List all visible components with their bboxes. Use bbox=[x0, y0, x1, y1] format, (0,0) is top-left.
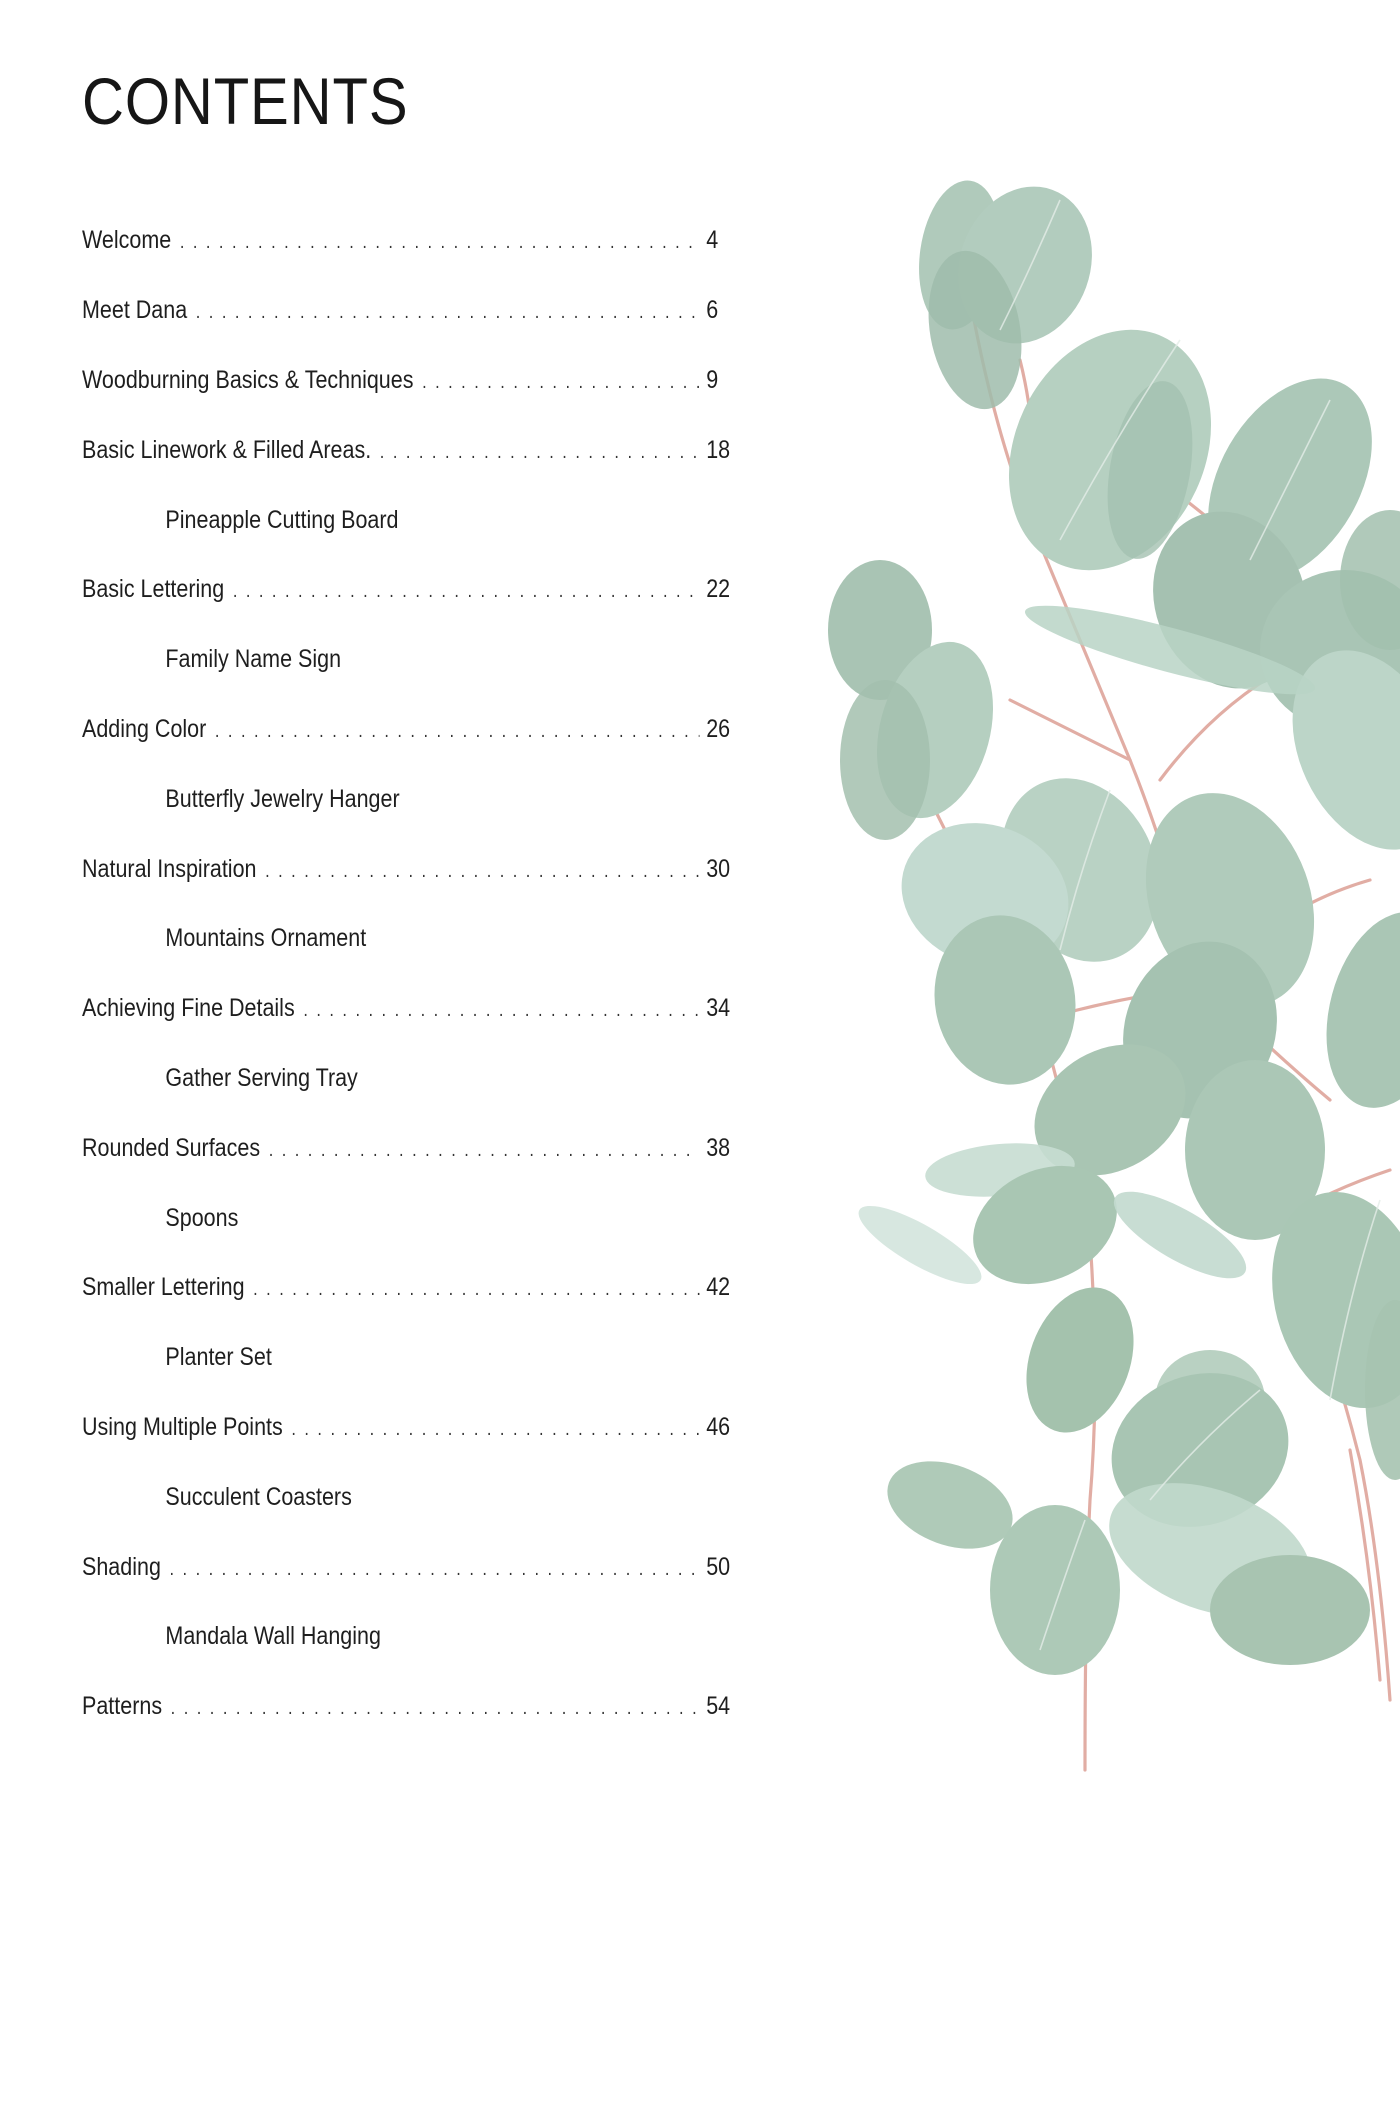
toc-page-number: 50 bbox=[706, 1552, 731, 1581]
toc-entry-label: Welcome bbox=[82, 226, 172, 255]
toc-entry-label: Achieving Fine Details bbox=[82, 994, 295, 1023]
toc-project-label: Planter Set bbox=[165, 1343, 272, 1372]
table-of-contents bbox=[82, 206, 732, 1742]
page-title: CONTENTS bbox=[82, 64, 409, 138]
toc-entry-label: Natural Inspiration bbox=[82, 854, 257, 883]
toc-project-label: Pineapple Cutting Board bbox=[165, 505, 399, 534]
toc-page-number: 46 bbox=[706, 1412, 731, 1441]
toc-project-label: Family Name Sign bbox=[165, 645, 342, 674]
dot-leader bbox=[269, 1140, 700, 1162]
toc-entry-label: Using Multiple Points bbox=[82, 1412, 283, 1441]
eucalyptus-illustration bbox=[800, 150, 1400, 1800]
toc-entry-label: Patterns bbox=[82, 1692, 163, 1721]
toc-entry-label: Adding Color bbox=[82, 714, 207, 743]
leaves-icon bbox=[828, 168, 1400, 1675]
toc-entry-label: Smaller Lettering bbox=[82, 1273, 245, 1302]
toc-entry[interactable] bbox=[82, 1672, 732, 1742]
dot-leader bbox=[180, 232, 699, 254]
toc-page-number: 9 bbox=[706, 365, 719, 394]
toc-project[interactable] bbox=[82, 625, 732, 695]
toc-entry[interactable] bbox=[82, 206, 732, 276]
toc-page-number: 6 bbox=[706, 296, 719, 325]
dot-leader bbox=[291, 1419, 699, 1441]
toc-entry[interactable] bbox=[82, 974, 732, 1044]
dot-leader bbox=[233, 581, 699, 603]
toc-entry[interactable] bbox=[82, 415, 732, 485]
toc-entry-label: Rounded Surfaces bbox=[82, 1133, 261, 1162]
toc-project[interactable] bbox=[82, 1462, 732, 1532]
toc-entry[interactable] bbox=[82, 1113, 732, 1183]
toc-page-number: 26 bbox=[706, 714, 731, 743]
toc-entry[interactable] bbox=[82, 1532, 732, 1602]
dot-leader bbox=[303, 1000, 699, 1022]
toc-project[interactable] bbox=[82, 1183, 732, 1253]
toc-page-number: 18 bbox=[706, 435, 731, 464]
toc-project[interactable] bbox=[82, 904, 732, 974]
dot-leader bbox=[265, 861, 699, 883]
toc-entry[interactable] bbox=[82, 1253, 732, 1323]
toc-project-label: Succulent Coasters bbox=[165, 1482, 352, 1511]
dot-leader bbox=[422, 372, 699, 394]
dot-leader bbox=[380, 442, 700, 464]
toc-page-number: 54 bbox=[706, 1692, 731, 1721]
dot-leader bbox=[171, 1698, 700, 1720]
toc-project-label: Spoons bbox=[165, 1203, 239, 1232]
dot-leader bbox=[253, 1279, 699, 1301]
toc-entry-label: Basic Linework & Filled Areas. bbox=[82, 435, 372, 464]
toc-project[interactable] bbox=[82, 1044, 732, 1114]
toc-page-number: 30 bbox=[706, 854, 731, 883]
toc-entry[interactable] bbox=[82, 834, 732, 904]
toc-project[interactable] bbox=[82, 1602, 732, 1672]
toc-project[interactable] bbox=[82, 1323, 732, 1393]
dot-leader bbox=[196, 302, 700, 324]
toc-page-number: 42 bbox=[706, 1273, 731, 1302]
dot-leader bbox=[170, 1559, 700, 1581]
toc-project[interactable] bbox=[82, 485, 732, 555]
dot-leader bbox=[215, 721, 699, 743]
toc-project-label: Butterfly Jewelry Hanger bbox=[165, 784, 400, 813]
toc-entry-label: Woodburning Basics & Techniques bbox=[82, 365, 414, 394]
toc-project-label: Mandala Wall Hanging bbox=[165, 1622, 381, 1651]
toc-entry[interactable] bbox=[82, 1393, 732, 1463]
toc-entry-label: Basic Lettering bbox=[82, 575, 225, 604]
toc-page-number: 38 bbox=[706, 1133, 731, 1162]
toc-page-number: 22 bbox=[706, 575, 731, 604]
toc-entry-label: Shading bbox=[82, 1552, 161, 1581]
toc-page-number: 34 bbox=[706, 994, 731, 1023]
toc-project-label: Gather Serving Tray bbox=[165, 1063, 358, 1092]
toc-project[interactable] bbox=[82, 764, 732, 834]
toc-page-number: 4 bbox=[706, 226, 719, 255]
toc-entry[interactable] bbox=[82, 695, 732, 765]
toc-entry-label: Meet Dana bbox=[82, 296, 188, 325]
toc-entry[interactable] bbox=[82, 555, 732, 625]
toc-project-label: Mountains Ornament bbox=[165, 924, 367, 953]
toc-entry[interactable] bbox=[82, 346, 732, 416]
toc-entry[interactable] bbox=[82, 276, 732, 346]
